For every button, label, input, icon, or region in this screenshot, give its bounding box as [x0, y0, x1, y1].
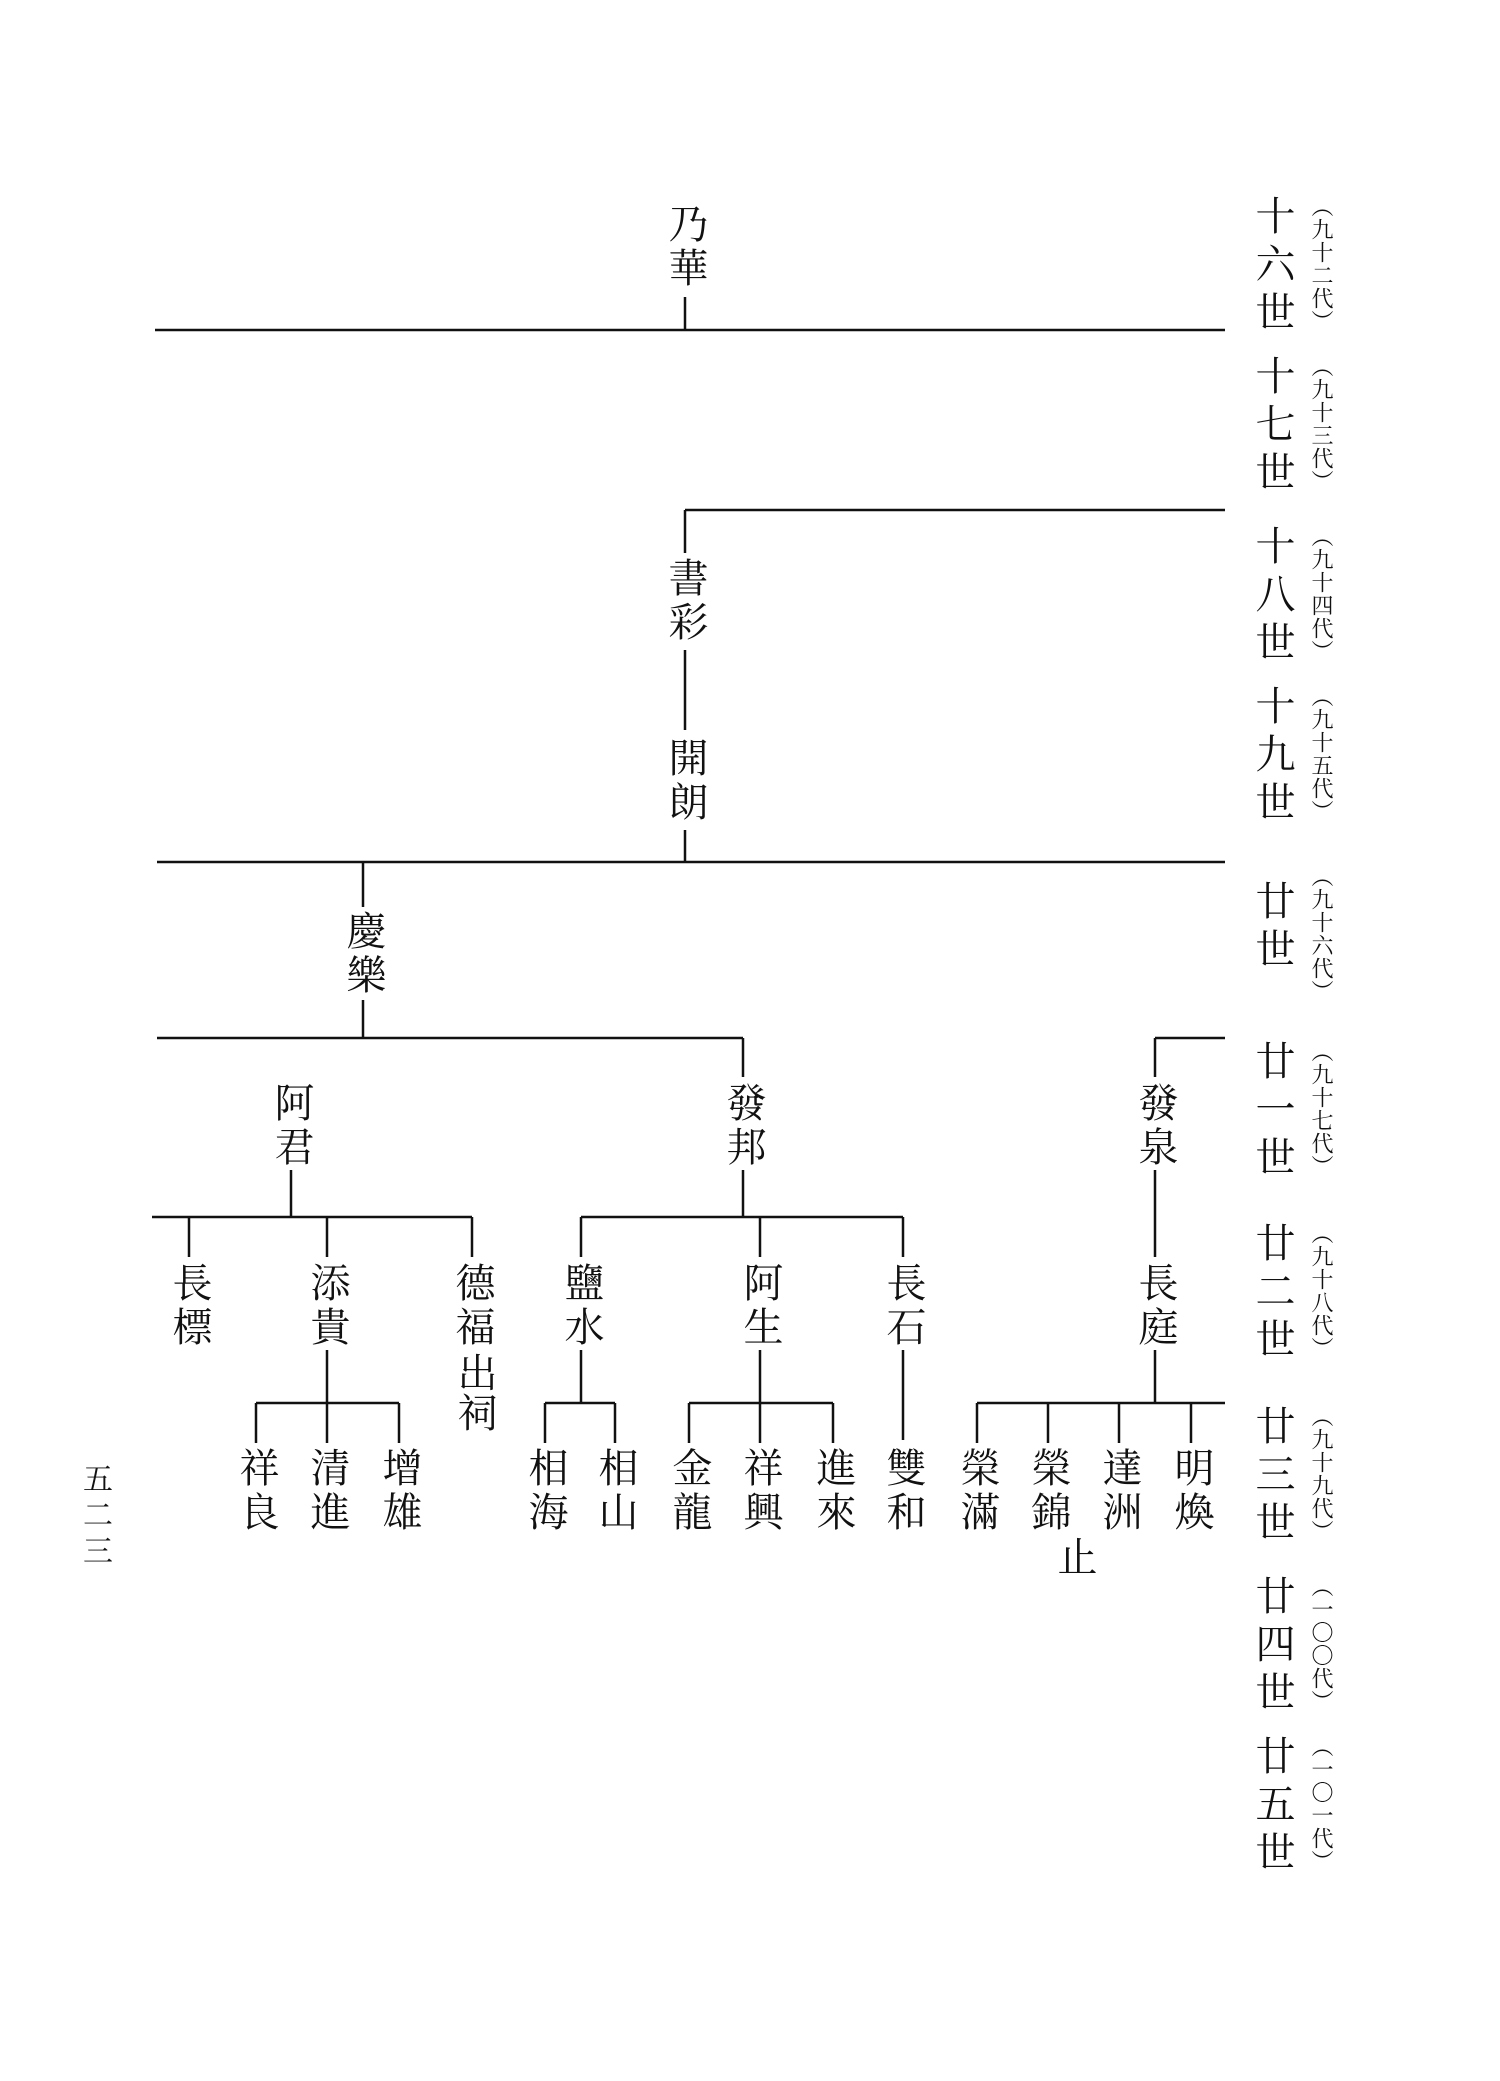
- person-qingjin: 清進: [304, 1447, 350, 1535]
- person-shucai: 書彩: [662, 557, 708, 645]
- person-fabang: 發邦: [720, 1082, 766, 1170]
- gen-label-23: 廿三世: [1249, 1405, 1295, 1549]
- person-shuanghe: 雙和: [880, 1447, 926, 1535]
- person-yanshui: 鹽水: [558, 1262, 604, 1350]
- gen-label-17: 十七世: [1249, 355, 1295, 499]
- person-changshi: 長石: [880, 1262, 926, 1350]
- gen-label-18: 十八世: [1249, 525, 1295, 669]
- gen-label-22: 廿二世: [1249, 1222, 1295, 1366]
- person-naihua: 乃華: [662, 203, 708, 291]
- person-minghuan: 明煥: [1168, 1447, 1214, 1535]
- person-qingle: 慶樂: [340, 910, 386, 998]
- person-tiangui: 添貴: [304, 1262, 350, 1350]
- person-defu-note: 出祠: [451, 1352, 497, 1432]
- person-jinlong: 金龍: [666, 1447, 712, 1535]
- gen-sub-23: （九十九代）: [1308, 1405, 1333, 1543]
- person-kailang: 開朗: [662, 737, 708, 825]
- gen-sub-22: （九十八代）: [1308, 1222, 1333, 1360]
- gen-sub-21: （九十七代）: [1308, 1040, 1333, 1178]
- person-faquan: 發泉: [1132, 1082, 1178, 1170]
- person-defu: 德福: [449, 1262, 495, 1350]
- gen-label-24: 廿四世: [1249, 1575, 1295, 1719]
- gen-sub-25: （一〇一代）: [1308, 1735, 1333, 1873]
- page-number: 五二三: [77, 1463, 112, 1571]
- person-rongjin-note: 止: [1051, 1536, 1097, 1576]
- gen-sub-18: （九十四代）: [1308, 525, 1333, 663]
- gen-label-19: 十九世: [1249, 685, 1295, 829]
- gen-sub-17: （九十三代）: [1308, 355, 1333, 493]
- gen-sub-20: （九十六代）: [1308, 865, 1333, 1003]
- person-changting: 長庭: [1132, 1262, 1178, 1350]
- gen-label-25: 廿五世: [1249, 1735, 1295, 1879]
- person-asheng: 阿生: [737, 1262, 783, 1350]
- person-xiangshan: 相山: [592, 1447, 638, 1535]
- person-xiangxing: 祥興: [737, 1447, 783, 1535]
- person-zengxiong: 增雄: [376, 1447, 422, 1535]
- gen-sub-19: （九十五代）: [1308, 685, 1333, 823]
- gen-label-16: 十六世: [1249, 195, 1295, 339]
- person-xiangliang: 祥良: [233, 1447, 279, 1535]
- person-rongjin: 榮錦: [1025, 1447, 1071, 1535]
- person-ajun: 阿君: [268, 1082, 314, 1170]
- person-jinlai: 進來: [810, 1447, 856, 1535]
- gen-sub-24: （一〇〇代）: [1308, 1575, 1333, 1713]
- person-rongman: 榮滿: [954, 1447, 1000, 1535]
- person-changbiao: 長標: [166, 1262, 212, 1350]
- gen-label-21: 廿一世: [1249, 1040, 1295, 1184]
- person-xianghai: 相海: [522, 1447, 568, 1535]
- gen-label-20: 廿世: [1249, 880, 1295, 976]
- gen-sub-16: （九十二代）: [1308, 195, 1333, 333]
- person-dazhou: 達洲: [1096, 1447, 1142, 1535]
